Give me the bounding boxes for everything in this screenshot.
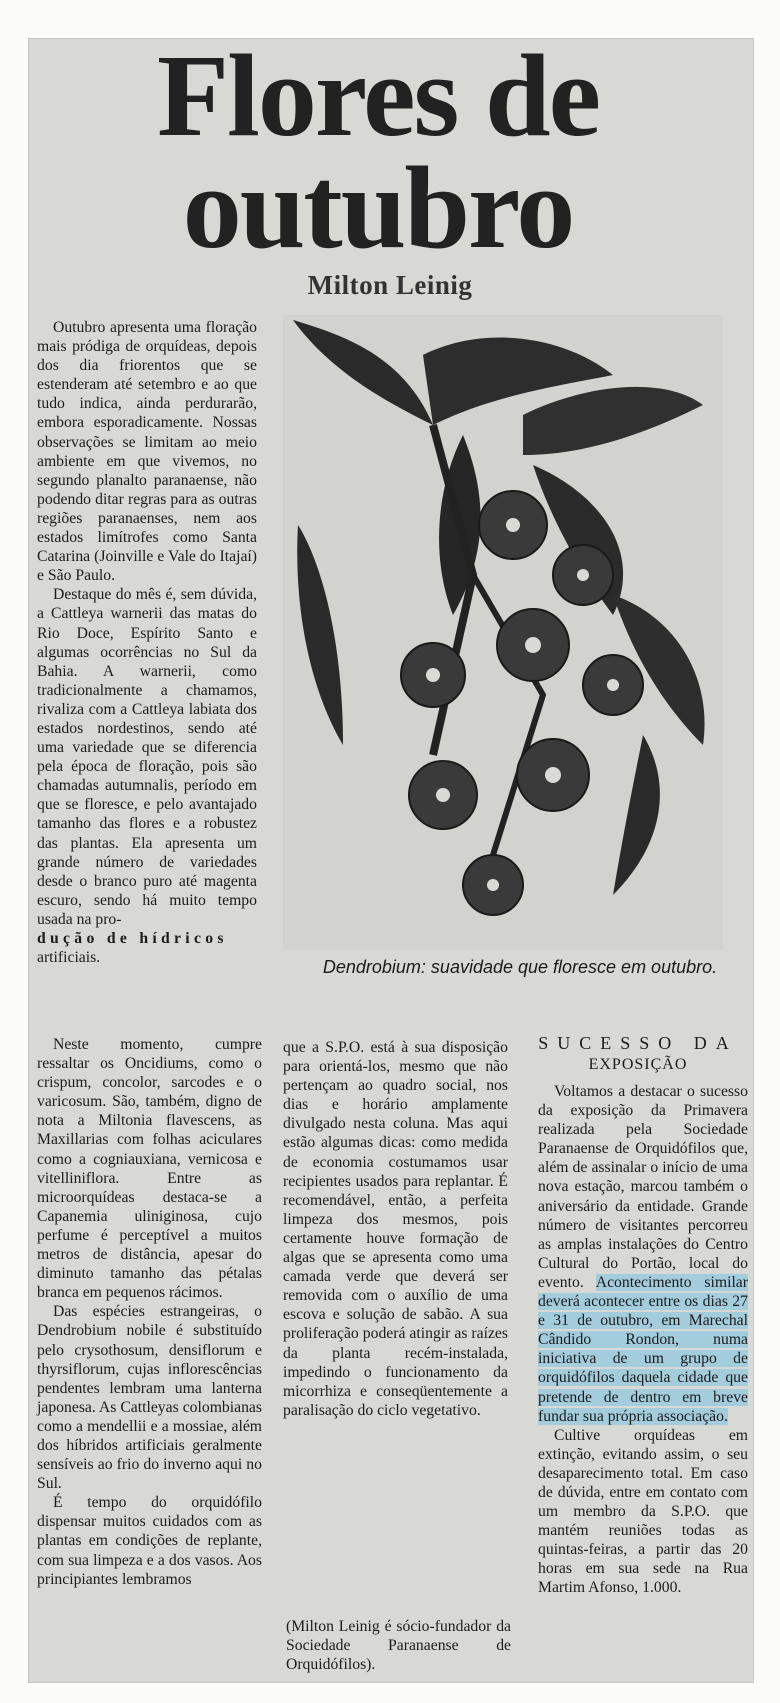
dendrobium-illustration (283, 315, 723, 950)
paragraph: É tempo do orquidófilo dispensar muitos cuidados com as plantas em condições de replante, com sua limpeza e a dos vasos. Aos principiantes lembramos (37, 1494, 262, 1588)
column-3 (538, 1082, 748, 1598)
paragraph (538, 1082, 748, 1426)
paragraph: Outubro apresenta uma floração mais pródiga de orquídeas, depois dos dia friorentos que se estenderam até setembro e ao que tudo indica, ainda perdurarão, embora esporadicamente. Nossas observações se limitam ao meio ambiente em que vivemos, no segundo planalto paranaense, não podendo ditar regras para as outras regiões paranaenses, nem aos estados limítrofes como Santa Catarina (Joinville e Vale do Itajaí) e São Paulo. (37, 319, 257, 585)
section-header (523, 1032, 753, 1076)
title-line-1: Flores de (157, 30, 599, 161)
title-line-2: outubro (182, 142, 574, 273)
author-bio: (Milton Leinig é sócio-fundador da Sociedade Paranaense de Orquidófilos). (286, 1618, 511, 1673)
paragraph: Destaque do mês é, sem dúvida, a Cattleya warnerii das matas do Rio Doce, Espírito Santo e algumas ocorrências no Sul da Bahia. A warnerii, como tradicionalmente a chamamos, rivaliza com a Cattleya labiata dos estados nordestinos, sendo até uma variedade que se diferencia pela época de floração, pois são chamadas autumnalis, período em que se floresce, e pelo avantajado tamanho das flores e a robustez das plantas. Ela apresenta um grande número de variedades desde o branco puro até magenta escuro, sendo há muito tempo usada na pro- (37, 586, 257, 928)
section-title: SUCESSO DA (538, 1033, 738, 1053)
article-title (118, 30, 638, 273)
paragraph: Neste momento, cumpre ressaltar os Oncidiums, como o crispum, concolor, sarcodes e o varicosum. São, também, digno de nota a Miltonia flavescens, as Maxillarias com folhas aciculares como a cogniauxiana, vernicosa e vitelliniflora. Entre as microorquídeas destaca-se a Capanemia uliniginosa, cujo perfume é perceptível a muitos metros de distância, apesar do diminuto tamanho das pétalas branca em pequenos rácimos. (37, 1036, 262, 1302)
section-subtitle: EXPOSIÇÃO (588, 1056, 688, 1073)
paragraph: Cultive orquídeas em extinção, evitando assim, o seu desaparecimento total. Em caso de dúvida, entre em contato com um membro da S.P.O. que mantém reuniões todas as quintas-feiras, a partir das 20 horas em sua sede na Rua Martim Afonso, 1.000. (538, 1426, 748, 1597)
column-1-top (37, 318, 257, 967)
column-1-bottom (37, 1035, 262, 1589)
paragraph-spaced: dução de hídricos (37, 930, 228, 947)
figure-caption: Dendrobium: suavidade que floresce em outubro. (322, 957, 718, 977)
paragraph: Das espécies estrangeiras, o Dendrobium nobile é substituído pelo crysothosum, densiflorum e thyrsiflorum, cujas inflorescências pendentes lembram uma lanterna japonesa. As Cattleyas colombianas como a mendellii e a mossiae, além dos híbridos artificiais geralmente sensíveis ao frio do inverno aqui no Sul. (37, 1303, 262, 1493)
byline: Milton Leinig (307, 270, 473, 300)
paragraph-end: artificiais. (37, 949, 101, 967)
column-2 (283, 1038, 508, 1420)
paragraph-text: Voltamos a destacar o sucesso da exposição da Primavera realizada pela Sociedade Paranaense de Orquidófilos que, além de assinalar o início de uma nova estação, marcou também o aniversário da entidade. Grande número de visitantes percorreu as amplas instalações do Centro Cultural do Portão, local do evento. (538, 1083, 748, 1291)
paragraph: que a S.P.O. está à sua disposição para orientá-los, mesmo que não pertençam ao quadro social, nos dias e horário amplamente divulgado nesta coluna. Mas aqui estão algumas dicas: como medida de economia costumamos usar recipientes usados para replantar. É recomendável, então, a perfeita limpeza dos mesmos, pois certamente houve formação de algas que se apresenta como uma camada verde que deverá ser removida com o auxílio de uma escova e solução de sabão. A sua proliferação poderá atingir as raízes da planta recém-instalada, impedindo o funcionamento da micorrhiza e conseqüentemente a paralisação do ciclo vegetativo. (283, 1039, 508, 1419)
highlighted-text: Acontecimento similar deverá acontecer entre os dias 27 e 31 de outubro, em Marechal Cândido Rondon, numa iniciativa de um grupo de orquidófilos daquela cidade que pretende de dentro em breve fundar sua própria associação. (538, 1273, 748, 1425)
